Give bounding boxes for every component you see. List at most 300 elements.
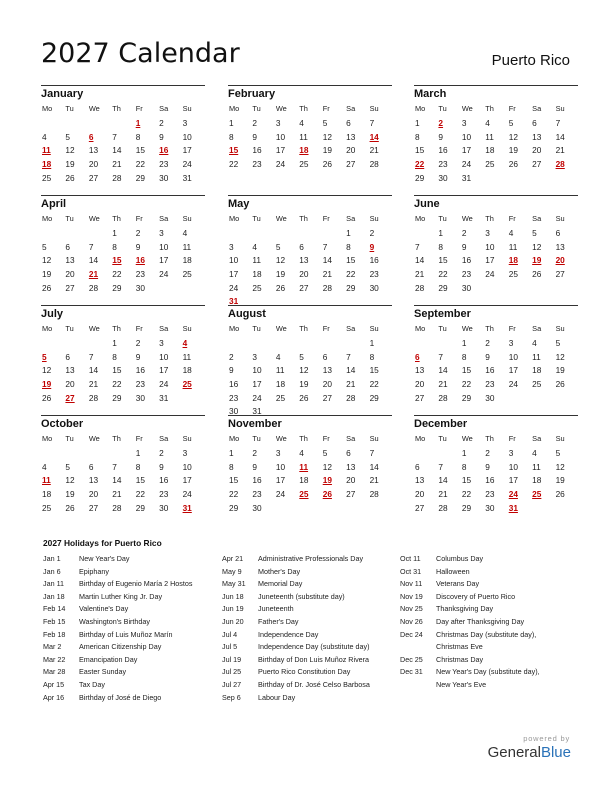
day-cell: 8 <box>112 241 117 252</box>
weekday-header: Sa <box>532 324 542 333</box>
holiday-day-cell: 15 <box>112 255 122 266</box>
weekday-header: Su <box>555 104 565 113</box>
month-name: July <box>41 308 64 320</box>
day-cell: 15 <box>369 365 379 376</box>
day-cell: 22 <box>112 269 122 280</box>
day-cell: 27 <box>532 159 542 170</box>
day-cell: 20 <box>65 269 75 280</box>
holiday-date: Mar 28 <box>43 667 66 677</box>
weekday-header: Th <box>485 324 494 333</box>
day-cell: 23 <box>369 269 379 280</box>
day-cell: 7 <box>369 448 375 458</box>
holiday-date: Feb 15 <box>43 616 66 626</box>
day-cell: 23 <box>229 392 239 403</box>
day-cell: 3 <box>182 118 188 128</box>
weekday-header: Th <box>112 434 121 443</box>
day-cell: 23 <box>485 379 495 390</box>
day-cell: 6 <box>88 461 94 472</box>
weekday-header: Tu <box>438 104 447 113</box>
weekday-header: We <box>461 434 473 443</box>
day-cell: 10 <box>275 131 286 142</box>
day-cell: 4 <box>252 241 258 252</box>
day-cell: 19 <box>555 475 565 486</box>
day-cell: 6 <box>65 351 71 362</box>
day-cell: 8 <box>438 241 444 252</box>
day-grid <box>41 431 205 515</box>
holiday-name: Christmas Eve <box>436 642 483 652</box>
day-cell: 13 <box>346 131 356 142</box>
empty-day-cell <box>64 447 87 461</box>
day-cell: 17 <box>508 365 518 376</box>
day-cell: 6 <box>322 351 328 362</box>
day-cell: 29 <box>135 502 145 513</box>
day-cell: 1 <box>438 228 444 238</box>
empty-day-cell <box>88 337 111 351</box>
day-grid <box>228 431 392 515</box>
day-cell: 24 <box>182 489 192 500</box>
day-cell: 30 <box>485 392 495 403</box>
month-march <box>414 85 578 185</box>
day-cell: 2 <box>135 338 141 348</box>
day-cell: 11 <box>182 241 192 252</box>
day-cell: 20 <box>299 269 309 280</box>
empty-day-cell <box>414 337 437 351</box>
holiday-date: Jun 18 <box>222 591 244 601</box>
weekday-header: Fr <box>508 214 516 223</box>
day-cell: 1 <box>135 448 141 458</box>
day-cell: 18 <box>275 379 286 390</box>
day-cell: 18 <box>182 255 192 266</box>
day-cell: 13 <box>415 475 425 486</box>
holiday-row <box>43 692 192 705</box>
day-cell: 14 <box>438 475 448 486</box>
day-cell: 17 <box>159 255 169 266</box>
weekday-header: We <box>88 104 100 113</box>
day-cell: 7 <box>112 131 117 142</box>
month-name: January <box>41 88 84 100</box>
holiday-date: Jun 20 <box>222 616 244 626</box>
weekday-header: Tu <box>65 214 74 223</box>
day-cell: 16 <box>461 255 472 266</box>
day-cell: 13 <box>532 131 542 142</box>
day-cell: 29 <box>369 392 379 403</box>
holiday-row <box>222 641 370 654</box>
day-cell: 7 <box>438 351 444 362</box>
empty-day-cell <box>275 227 298 241</box>
day-cell: 24 <box>485 269 495 280</box>
month-october <box>41 415 205 515</box>
holiday-row <box>400 666 540 679</box>
day-cell: 7 <box>88 351 94 362</box>
weekday-header: Su <box>369 324 379 333</box>
holiday-day-cell: 31 <box>229 296 239 307</box>
holiday-name: Christmas Day (substitute day), <box>436 629 537 639</box>
month-name: August <box>228 308 266 320</box>
day-cell: 24 <box>508 379 518 390</box>
month-name: December <box>414 418 468 430</box>
day-cell: 23 <box>461 269 472 280</box>
day-cell: 12 <box>508 131 518 142</box>
holiday-date: Dec 31 <box>400 667 423 677</box>
day-cell: 17 <box>485 255 495 266</box>
holiday-day-cell: 6 <box>415 351 420 362</box>
day-cell: 9 <box>229 365 234 376</box>
day-cell: 17 <box>182 475 192 486</box>
day-cell: 4 <box>485 118 490 128</box>
day-cell: 9 <box>135 241 141 252</box>
weekday-header: Mo <box>42 324 53 333</box>
holiday-row <box>222 566 370 579</box>
day-cell: 7 <box>415 241 420 252</box>
day-cell: 6 <box>65 241 71 252</box>
day-cell: 10 <box>275 461 286 472</box>
holiday-row <box>222 616 370 629</box>
empty-day-cell <box>41 117 64 131</box>
day-cell: 6 <box>299 241 304 252</box>
holiday-name: Puerto Rico Constitution Day <box>258 667 351 677</box>
day-cell: 14 <box>438 365 448 376</box>
day-cell: 27 <box>415 392 425 403</box>
day-cell: 24 <box>461 159 472 170</box>
weekday-header: Su <box>182 324 192 333</box>
day-cell: 9 <box>485 461 490 472</box>
holiday-day-cell: 5 <box>42 351 47 362</box>
day-cell: 24 <box>275 159 286 170</box>
holiday-row <box>222 591 370 604</box>
empty-day-cell <box>298 337 321 351</box>
day-cell: 8 <box>461 461 467 472</box>
day-cell: 25 <box>485 159 495 170</box>
day-cell: 17 <box>275 145 286 156</box>
holiday-row <box>222 578 370 591</box>
day-cell: 1 <box>112 338 117 348</box>
empty-day-cell <box>251 337 274 351</box>
weekday-header: Su <box>369 214 379 223</box>
day-cell: 21 <box>555 145 565 156</box>
empty-day-cell <box>111 117 134 131</box>
holiday-column <box>222 553 370 704</box>
weekday-header: Th <box>485 434 494 443</box>
day-cell: 28 <box>369 159 379 170</box>
holiday-name: Valentine's Day <box>79 604 129 614</box>
day-cell: 15 <box>346 255 356 266</box>
weekday-header: We <box>88 214 100 223</box>
weekday-header: Su <box>182 434 192 443</box>
day-cell: 7 <box>369 118 375 128</box>
day-cell: 12 <box>555 351 565 362</box>
weekday-header: Fr <box>322 214 330 223</box>
day-cell: 14 <box>88 365 99 376</box>
weekday-header: Sa <box>532 434 542 443</box>
empty-day-cell <box>345 337 368 351</box>
day-cell: 29 <box>438 282 448 293</box>
holiday-day-cell: 28 <box>555 159 565 170</box>
holiday-date: May 31 <box>222 579 246 589</box>
holiday-day-cell: 18 <box>508 255 518 266</box>
weekday-header: Su <box>555 324 565 333</box>
weekday-header: Mo <box>415 214 426 223</box>
weekday-header: Th <box>299 324 308 333</box>
holiday-column <box>400 553 540 692</box>
day-cell: 1 <box>229 118 234 128</box>
day-cell: 14 <box>112 475 122 486</box>
holiday-date: Feb 18 <box>43 629 66 639</box>
day-cell: 19 <box>65 489 75 500</box>
day-cell: 4 <box>299 448 304 458</box>
day-cell: 9 <box>159 461 164 472</box>
weekday-header: Fr <box>135 214 143 223</box>
day-cell: 8 <box>415 131 420 142</box>
day-cell: 21 <box>438 379 448 390</box>
holiday-row <box>43 679 192 692</box>
holiday-date: Apr 21 <box>222 554 244 563</box>
day-cell: 16 <box>438 145 448 156</box>
month-name: June <box>414 198 440 210</box>
month-name: November <box>228 418 282 430</box>
day-cell: 2 <box>485 448 490 458</box>
weekday-header: Su <box>182 214 192 223</box>
day-cell: 1 <box>112 228 117 238</box>
day-cell: 20 <box>346 475 356 486</box>
day-cell: 15 <box>135 145 145 156</box>
day-cell: 26 <box>65 172 75 183</box>
day-cell: 23 <box>135 379 145 390</box>
day-cell: 13 <box>346 461 356 472</box>
page-title: 2027 Calendar <box>41 38 240 69</box>
day-grid <box>414 431 578 515</box>
month-june <box>414 195 578 295</box>
empty-day-cell <box>414 227 437 241</box>
holiday-name: New Year's Day <box>79 554 130 563</box>
empty-day-cell <box>275 337 298 351</box>
empty-day-cell <box>64 117 87 131</box>
holiday-name: Birthday of Eugenio María 2 Hostos <box>79 579 193 589</box>
day-cell: 23 <box>159 489 169 500</box>
holiday-date: Jan 6 <box>43 566 61 576</box>
holiday-row <box>400 566 540 579</box>
day-cell: 12 <box>322 131 332 142</box>
weekday-header: Mo <box>229 434 240 443</box>
month-name: May <box>228 198 250 210</box>
holiday-row <box>400 578 540 591</box>
day-cell: 29 <box>346 282 356 293</box>
empty-day-cell <box>251 227 274 241</box>
weekday-header: Th <box>299 214 308 223</box>
weekday-header: Tu <box>438 434 447 443</box>
weekday-header: Fr <box>135 104 143 113</box>
holiday-date: Nov 25 <box>400 604 423 614</box>
holiday-day-cell: 20 <box>555 255 565 266</box>
holiday-row <box>43 654 192 667</box>
day-cell: 22 <box>135 159 145 170</box>
day-cell: 16 <box>135 365 145 376</box>
holiday-name: Birthday of Dr. José Celso Barbosa <box>258 679 370 689</box>
day-cell: 18 <box>182 365 192 376</box>
day-cell: 11 <box>182 351 192 362</box>
weekday-header: We <box>461 104 473 113</box>
holiday-name: Epiphany <box>79 566 109 576</box>
day-cell: 5 <box>65 131 71 142</box>
holiday-name: Independence Day <box>258 629 319 639</box>
weekday-header: Th <box>112 104 121 113</box>
holiday-row <box>222 654 370 667</box>
holiday-row <box>43 566 192 579</box>
holiday-name: Mother's Day <box>258 566 301 576</box>
day-cell: 16 <box>485 475 495 486</box>
day-cell: 8 <box>112 351 117 362</box>
holiday-row <box>400 654 540 667</box>
day-cell: 3 <box>275 448 281 458</box>
weekday-header: Su <box>555 214 565 223</box>
day-cell: 2 <box>369 228 375 238</box>
day-cell: 8 <box>135 131 141 142</box>
day-cell: 30 <box>135 282 145 293</box>
day-cell: 1 <box>415 118 420 128</box>
holiday-date: Jul 4 <box>222 629 238 639</box>
day-grid <box>228 321 392 419</box>
weekday-header: Sa <box>346 104 356 113</box>
day-cell: 1 <box>461 338 467 348</box>
holiday-date: Nov 19 <box>400 591 423 601</box>
weekday-header: Th <box>485 214 494 223</box>
day-cell: 17 <box>275 475 286 486</box>
day-cell: 21 <box>346 379 356 390</box>
day-cell: 30 <box>159 172 169 183</box>
holiday-day-cell: 16 <box>135 255 145 266</box>
weekday-header: Tu <box>65 434 74 443</box>
weekday-header: Fr <box>322 434 330 443</box>
holiday-day-cell: 31 <box>508 502 518 513</box>
holiday-date: Jul 27 <box>222 679 242 689</box>
day-cell: 28 <box>346 392 356 403</box>
day-cell: 15 <box>438 255 448 266</box>
day-cell: 26 <box>42 392 52 403</box>
day-cell: 24 <box>159 269 169 280</box>
empty-day-cell <box>64 227 87 241</box>
day-cell: 21 <box>322 269 332 280</box>
day-cell: 25 <box>508 269 518 280</box>
weekday-header: Sa <box>346 434 356 443</box>
holiday-day-cell: 16 <box>159 145 169 156</box>
day-cell: 3 <box>508 338 514 348</box>
holiday-name: Christmas Day <box>436 654 484 664</box>
day-cell: 16 <box>252 475 262 486</box>
weekday-header: Sa <box>346 324 356 333</box>
empty-day-cell <box>41 447 64 461</box>
month-july <box>41 305 205 405</box>
holiday-name: New Year's Eve <box>436 679 487 689</box>
weekday-header: Mo <box>229 324 240 333</box>
holiday-date: Sep 6 <box>222 692 241 702</box>
empty-day-cell <box>228 227 251 241</box>
day-cell: 11 <box>485 131 494 142</box>
day-grid <box>41 101 205 185</box>
weekday-header: Sa <box>159 324 169 333</box>
holiday-date: May 9 <box>222 566 242 576</box>
day-cell: 2 <box>135 228 141 238</box>
day-cell: 20 <box>346 145 356 156</box>
day-cell: 21 <box>112 489 122 500</box>
holiday-name: Tax Day <box>79 679 105 689</box>
holiday-row <box>43 629 192 642</box>
day-cell: 27 <box>346 159 356 170</box>
weekday-header: Tu <box>252 434 261 443</box>
day-cell: 30 <box>485 502 495 513</box>
day-cell: 22 <box>461 489 472 500</box>
day-cell: 5 <box>532 228 537 238</box>
weekday-header: We <box>461 324 473 333</box>
weekday-header: Th <box>299 434 308 443</box>
holiday-day-cell: 4 <box>182 338 188 348</box>
weekday-header: Sa <box>532 214 542 223</box>
day-cell: 28 <box>88 392 99 403</box>
empty-day-cell <box>322 227 345 241</box>
holiday-day-cell: 18 <box>42 159 52 170</box>
holiday-day-cell: 25 <box>182 379 192 390</box>
day-cell: 16 <box>485 365 495 376</box>
day-cell: 29 <box>415 172 425 183</box>
brand-logo <box>488 744 571 761</box>
weekday-header: Th <box>112 324 121 333</box>
day-cell: 2 <box>229 351 234 362</box>
weekday-header: We <box>461 214 473 223</box>
holiday-day-cell: 26 <box>322 489 332 500</box>
holiday-row <box>222 692 370 705</box>
day-cell: 12 <box>275 255 286 266</box>
holiday-row <box>43 616 192 629</box>
weekday-header: Su <box>555 434 565 443</box>
weekday-header: Sa <box>159 214 169 223</box>
day-cell: 28 <box>415 282 425 293</box>
day-cell: 19 <box>508 145 518 156</box>
day-cell: 16 <box>369 255 379 266</box>
holiday-day-cell: 25 <box>299 489 309 500</box>
day-cell: 29 <box>229 502 239 513</box>
weekday-header: Tu <box>65 104 74 113</box>
day-cell: 16 <box>159 475 169 486</box>
day-cell: 18 <box>485 145 495 156</box>
day-cell: 24 <box>252 392 262 403</box>
day-cell: 14 <box>415 255 425 266</box>
holiday-day-cell: 11 <box>42 145 51 156</box>
day-cell: 21 <box>369 145 379 156</box>
day-cell: 26 <box>555 489 565 500</box>
holiday-row <box>222 679 370 692</box>
holiday-name: Martin Luther King Jr. Day <box>79 591 163 601</box>
holiday-day-cell: 9 <box>369 241 375 252</box>
day-cell: 24 <box>159 379 169 390</box>
day-cell: 12 <box>42 255 52 266</box>
empty-day-cell <box>228 337 251 351</box>
day-cell: 5 <box>275 241 281 252</box>
weekday-header: Th <box>485 104 494 113</box>
holiday-row <box>400 553 540 566</box>
day-cell: 26 <box>42 282 52 293</box>
holiday-day-cell: 21 <box>88 269 99 280</box>
day-grid <box>414 101 578 185</box>
holiday-day-cell: 19 <box>42 379 52 390</box>
day-cell: 26 <box>508 159 518 170</box>
holiday-date: Jul 25 <box>222 667 242 677</box>
weekday-header: Th <box>112 214 121 223</box>
day-cell: 5 <box>555 448 561 458</box>
holiday-row <box>222 629 370 642</box>
weekday-header: Fr <box>508 434 516 443</box>
weekday-header: Su <box>369 104 379 113</box>
day-cell: 15 <box>112 365 122 376</box>
month-name: February <box>228 88 276 100</box>
day-grid <box>414 211 578 295</box>
